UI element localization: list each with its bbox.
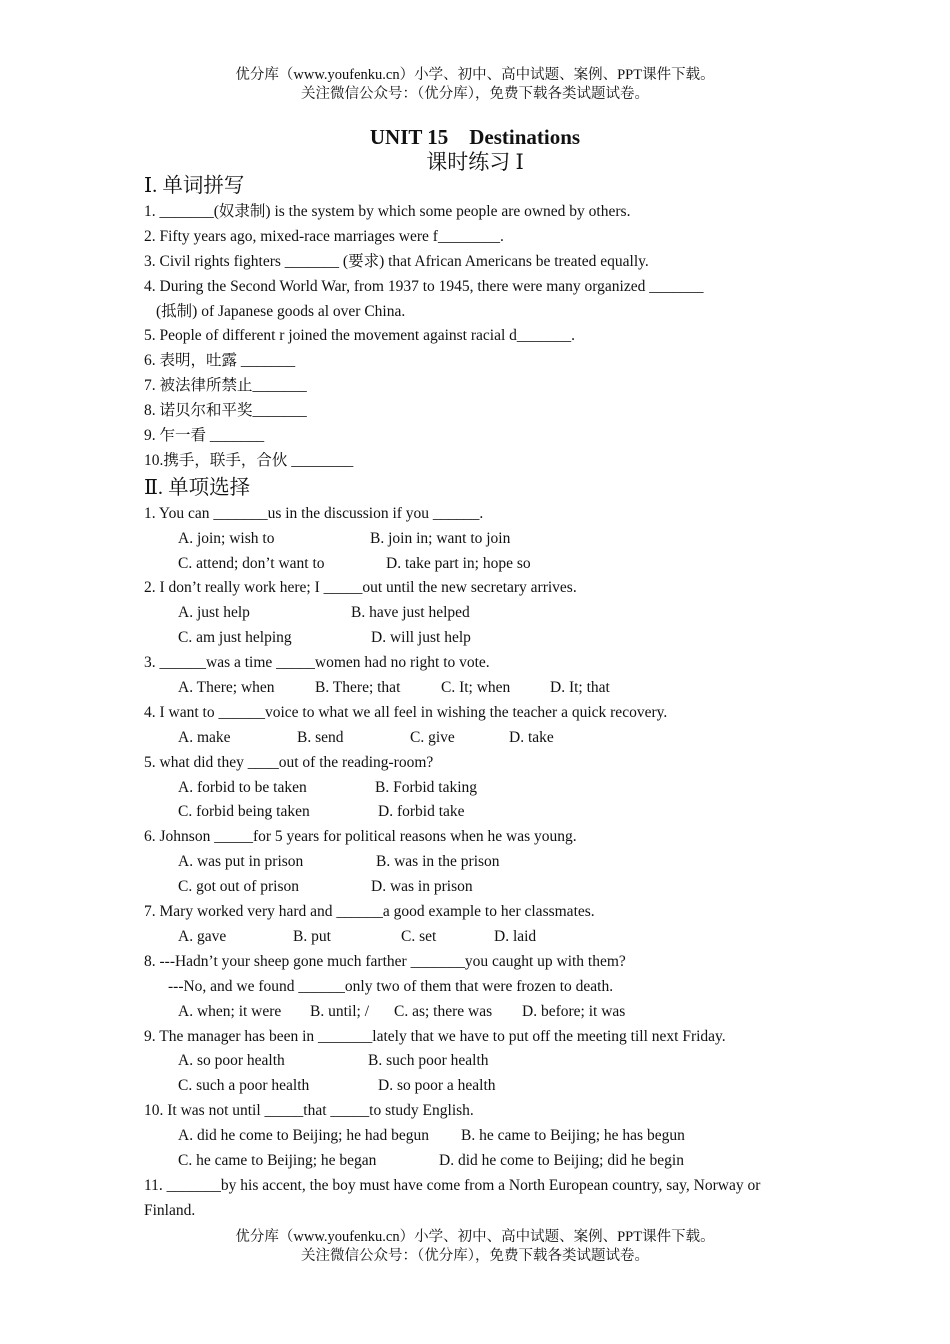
option: B. join in; want to join: [370, 529, 511, 547]
option: D. so poor a health: [378, 1077, 496, 1095]
option-row: [144, 776, 814, 801]
spelling-item: 9. 乍一看 _______: [144, 427, 265, 445]
option: B. have just helped: [351, 604, 470, 622]
option: A. gave: [178, 927, 227, 945]
option: C. It; when: [441, 679, 511, 697]
option-row: [144, 800, 814, 825]
option-row: [144, 1124, 814, 1149]
option: D. forbid take: [378, 803, 465, 821]
spelling-item: 5. People of different r joined the movement against racial d_______.: [144, 327, 576, 345]
option: C. such a poor health: [178, 1077, 310, 1095]
option: A. There; when: [178, 679, 275, 697]
header-line-1: 优分库（www.youfenku.cn）小学、初中、高中试题、案例、PPT课件下载。: [235, 67, 715, 83]
option-row: [144, 850, 814, 875]
lesson-subtitle: 课时练习 Ⅰ: [426, 150, 524, 174]
option: B. Forbid taking: [375, 778, 478, 796]
spelling-item-continuation: (抵制) of Japanese goods al over China.: [156, 302, 406, 320]
option-row: [144, 626, 814, 651]
section-2-heading: Ⅱ. 单项选择: [144, 476, 251, 499]
option: C. as; there was: [394, 1002, 493, 1020]
question-stem: 2. I don’t really work here; I _____out until the new secretary arrives.: [144, 579, 577, 597]
option: B. There; that: [315, 679, 401, 697]
option-row: [144, 1074, 814, 1099]
option: B. he came to Beijing; he has begun: [461, 1127, 685, 1145]
option: A. so poor health: [178, 1052, 285, 1070]
option-row: [144, 527, 814, 552]
option: A. was put in prison: [178, 853, 304, 871]
spelling-item: 6. 表明，吐露 _______: [144, 352, 296, 370]
option: A. join; wish to: [178, 529, 275, 547]
option-row: [144, 1149, 814, 1174]
page-footer: [0, 1228, 950, 1266]
spelling-item: 1. _______(奴隶制) is the system by which some people are owned by others.: [144, 203, 631, 220]
question-stem: 9. The manager has been in _______lately that we have to put off the meeting till next Friday.: [144, 1027, 726, 1045]
question-stem-reply: ---No, and we found ______only two of them that were frozen to death.: [168, 977, 614, 995]
option: A. did he come to Beijing; he had begun: [178, 1127, 429, 1145]
unit-title: UNIT 15 Destinations: [369, 125, 581, 149]
spelling-item: 4. During the Second World War, from 1937 to 1945, there were many organized _______: [144, 277, 704, 295]
option: D. will just help: [371, 629, 471, 647]
spelling-item: 2. Fifty years ago, mixed-race marriages were f________.: [144, 227, 504, 245]
option: C. got out of prison: [178, 878, 299, 896]
option: B. put: [293, 927, 331, 945]
option: C. set: [401, 927, 437, 945]
option: B. until; /: [310, 1002, 369, 1020]
option: A. just help: [178, 604, 250, 622]
spelling-item: 3. Civil rights fighters _______ (要求) that African Americans be treated equally.: [144, 252, 649, 270]
option: D. take: [509, 728, 554, 746]
question-stem: 6. Johnson _____for 5 years for political reasons when he was young.: [144, 828, 577, 846]
option-row: [144, 726, 814, 751]
spelling-item: 7. 被法律所禁止_______: [144, 377, 307, 395]
option: B. send: [297, 728, 344, 746]
spelling-item: 8. 诺贝尔和平奖_______: [144, 402, 307, 420]
worksheet-body: [144, 172, 814, 1224]
option: A. when; it were: [178, 1002, 282, 1020]
option: A. forbid to be taken: [178, 778, 307, 796]
option: A. make: [178, 728, 231, 746]
question-stem: 4. I want to ______voice to what we all feel in wishing the teacher a quick recovery.: [144, 703, 668, 721]
footer-line-1: 优分库（www.youfenku.cn）小学、初中、高中试题、案例、PPT课件下载。: [235, 1229, 715, 1245]
page-header: [0, 66, 950, 104]
question-stem: 10. It was not until _____that _____to study English.: [144, 1102, 474, 1120]
option: D. take part in; hope so: [386, 554, 531, 572]
option: B. was in the prison: [376, 853, 500, 871]
option-row: [144, 552, 814, 577]
option-row: [144, 601, 814, 626]
option-row: [144, 1049, 814, 1074]
option: C. attend; don’t want to: [178, 554, 325, 572]
spelling-item: 10.携手，联手，合伙 ________: [144, 451, 354, 469]
footer-line-2: 关注微信公众号：（优分库），免费下载各类试题试卷。: [301, 1248, 649, 1264]
option: D. It; that: [550, 679, 610, 697]
option-row: [144, 925, 814, 950]
question-stem: 3. ______was a time _____women had no right to vote.: [144, 654, 490, 672]
option: B. such poor health: [368, 1052, 489, 1070]
option: C. give: [410, 728, 455, 746]
option: D. laid: [494, 927, 537, 945]
question-stem: 1. You can _______us in the discussion if you ______.: [144, 504, 484, 522]
option: C. he came to Beijing; he began: [178, 1151, 377, 1169]
option: D. before; it was: [522, 1002, 626, 1020]
option-row: [144, 676, 814, 701]
question-stem: 5. what did they ____out of the reading-room?: [144, 753, 434, 771]
section-1-heading: Ⅰ. 单词拼写: [144, 175, 245, 197]
header-line-2: 关注微信公众号：（优分库），免费下载各类试题试卷。: [301, 86, 649, 102]
option: C. forbid being taken: [178, 803, 310, 821]
question-stem: 8. ---Hadn’t your sheep gone much farther _______you caught up with them?: [144, 952, 626, 970]
question-stem: 7. Mary worked very hard and ______a good example to her classmates.: [144, 903, 595, 921]
option: D. did he come to Beijing; did he begin: [439, 1151, 684, 1169]
option-row: [144, 875, 814, 900]
question-stem: 11. _______by his accent, the boy must have come from a North European country, say, Norway or Finland.: [144, 1176, 761, 1219]
option: C. am just helping: [178, 629, 292, 647]
option: D. was in prison: [371, 878, 473, 896]
option-row: [144, 1000, 814, 1025]
